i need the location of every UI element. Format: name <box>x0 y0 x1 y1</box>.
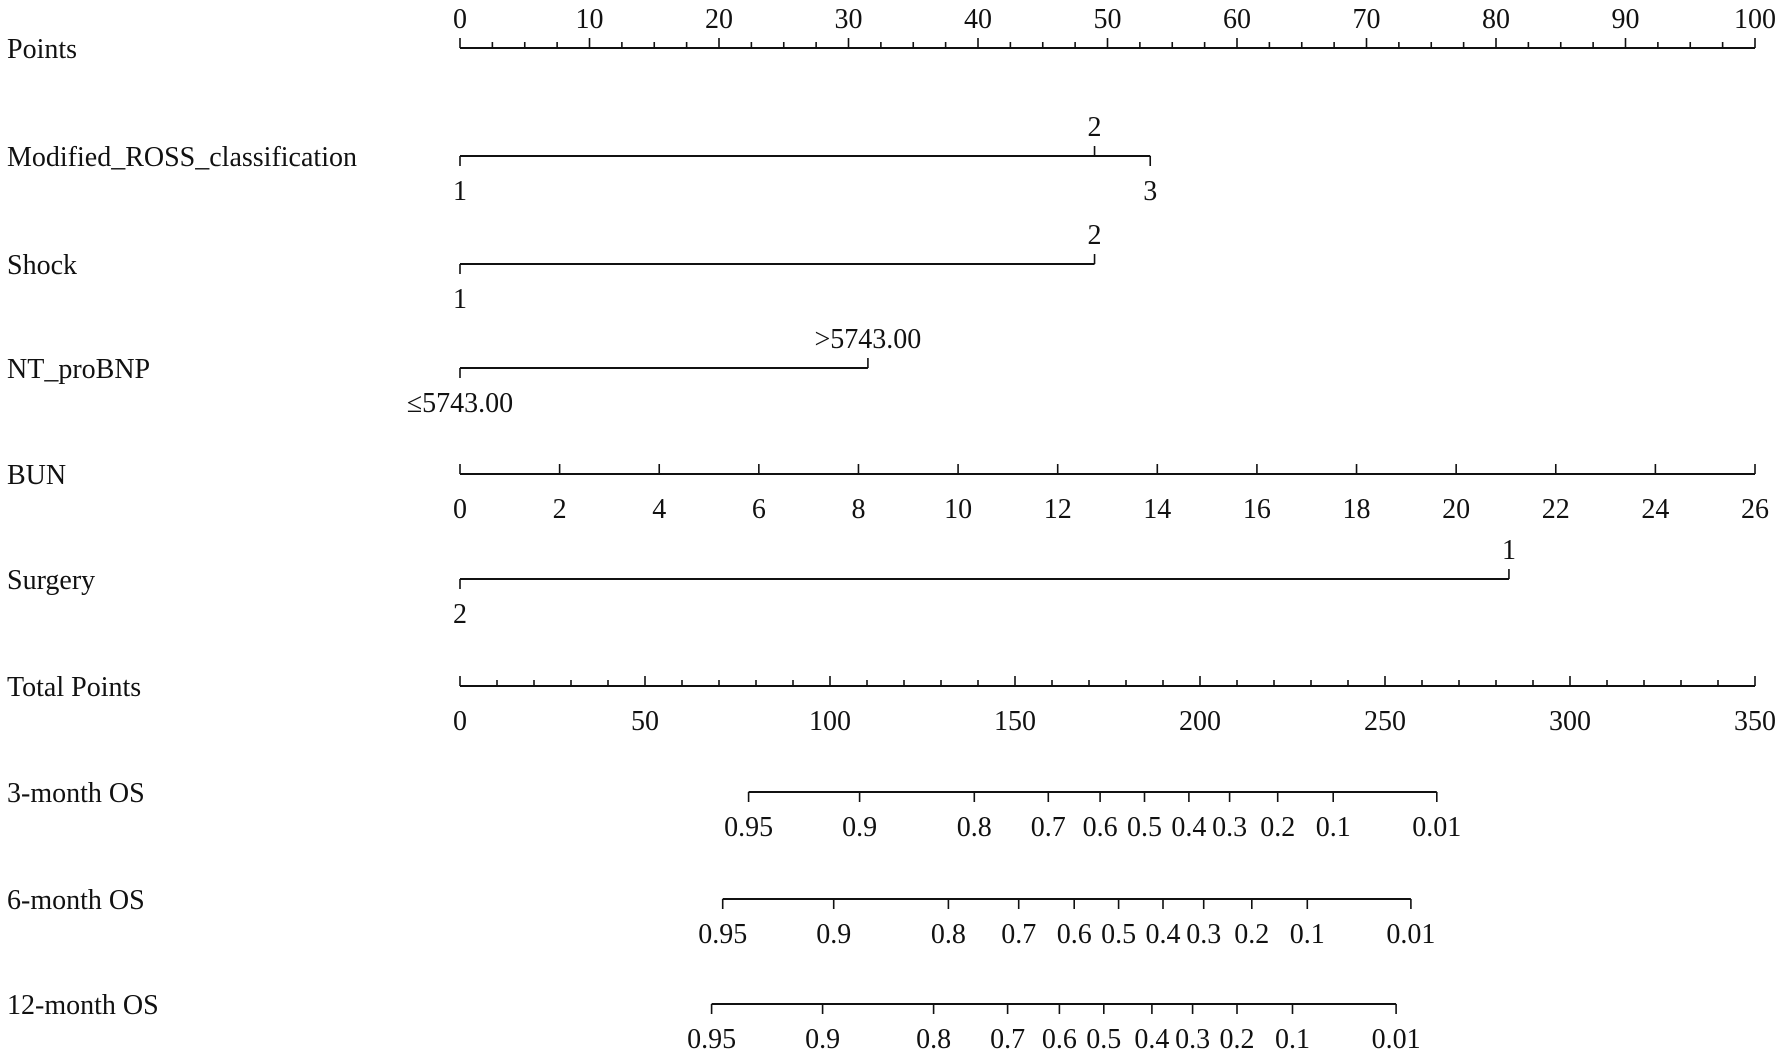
row-3-month-os <box>7 778 1461 843</box>
tick-label: 200 <box>1179 706 1221 737</box>
probability-label: 0.2 <box>1219 1024 1255 1053</box>
row-label: Points <box>7 34 78 65</box>
tick-label: 50 <box>631 706 659 737</box>
tick-label: 20 <box>705 4 733 35</box>
probability-label: 0.5 <box>1086 1024 1122 1053</box>
probability-label: 0.8 <box>956 812 992 843</box>
tick-label: 100 <box>1734 4 1776 35</box>
level-label: 2 <box>1087 220 1102 251</box>
level-label: 3 <box>1143 176 1158 207</box>
probability-label: 0.7 <box>990 1024 1026 1053</box>
tick-label: 60 <box>1223 4 1251 35</box>
tick-label: 150 <box>994 706 1036 737</box>
tick-label: 8 <box>851 494 866 525</box>
row-label: 12-month OS <box>7 990 159 1021</box>
row-label: 6-month OS <box>7 885 145 916</box>
row-label: BUN <box>7 460 67 491</box>
level-label: ≤5743.00 <box>406 388 514 419</box>
chart-root <box>7 4 1776 1053</box>
level-label: 1 <box>453 176 467 207</box>
probability-label: 0.01 <box>1386 919 1436 950</box>
probability-label: 0.1 <box>1289 919 1325 950</box>
tick-label: 0 <box>453 706 467 737</box>
tick-label: 250 <box>1364 706 1406 737</box>
row-label: Shock <box>7 250 77 281</box>
tick-label: 80 <box>1482 4 1510 35</box>
tick-label: 350 <box>1734 706 1776 737</box>
row-label: Surgery <box>7 565 96 596</box>
probability-label: 0.1 <box>1275 1024 1310 1053</box>
tick-label: 100 <box>809 706 851 737</box>
probability-label: 0.4 <box>1171 812 1207 843</box>
probability-label: 0.3 <box>1175 1024 1211 1053</box>
probability-label: 0.95 <box>698 919 748 950</box>
probability-label: 0.01 <box>1412 812 1462 843</box>
row-surgery <box>7 535 1516 630</box>
row-modified-ross-classification <box>7 112 1157 207</box>
probability-label: 0.3 <box>1186 919 1222 950</box>
tick-label: 24 <box>1641 494 1670 525</box>
tick-label: 40 <box>964 4 992 35</box>
probability-label: 0.6 <box>1041 1024 1077 1053</box>
tick-label: 50 <box>1093 4 1122 35</box>
tick-label: 0 <box>453 494 467 525</box>
tick-label: 6 <box>751 494 766 525</box>
probability-label: 0.8 <box>916 1024 952 1053</box>
tick-label: 12 <box>1043 494 1072 525</box>
row-6-month-os <box>7 885 1435 950</box>
tick-label: 18 <box>1342 494 1371 525</box>
probability-label: 0.7 <box>1001 919 1037 950</box>
row-points <box>7 4 1776 65</box>
probability-label: 0.9 <box>816 919 852 950</box>
row-shock <box>7 220 1102 315</box>
probability-label: 0.9 <box>842 812 878 843</box>
probability-label: 0.4 <box>1145 919 1181 950</box>
probability-label: 0.95 <box>724 812 774 843</box>
probability-label: 0.3 <box>1212 812 1248 843</box>
row-label: Modified_ROSS_classification <box>7 142 357 173</box>
probability-label: 0.5 <box>1101 919 1137 950</box>
tick-label: 70 <box>1352 4 1381 35</box>
tick-label: 22 <box>1541 494 1570 525</box>
level-label: 2 <box>1087 112 1102 143</box>
row-label: Total Points <box>7 672 142 703</box>
probability-label: 0.6 <box>1082 812 1118 843</box>
probability-label: 0.2 <box>1260 812 1296 843</box>
tick-label: 10 <box>944 494 973 525</box>
probability-label: 0.8 <box>930 919 966 950</box>
level-label: 1 <box>453 284 467 315</box>
probability-label: 0.5 <box>1127 812 1162 843</box>
row-label: 3-month OS <box>7 778 145 809</box>
probability-label: 0.7 <box>1030 812 1066 843</box>
row-bun <box>7 460 1769 525</box>
probability-label: 0.95 <box>687 1024 737 1053</box>
level-label: >5743.00 <box>814 324 922 355</box>
level-label: 1 <box>1501 535 1516 566</box>
row-12-month-os <box>7 990 1421 1053</box>
row-total-points <box>7 672 1776 737</box>
probability-label: 0.6 <box>1056 919 1092 950</box>
tick-label: 14 <box>1143 494 1172 525</box>
tick-label: 300 <box>1549 706 1591 737</box>
row-nt-probnp <box>7 324 921 419</box>
tick-label: 30 <box>834 4 863 35</box>
tick-label: 16 <box>1242 494 1271 525</box>
probability-label: 0.01 <box>1371 1024 1421 1053</box>
probability-label: 0.9 <box>805 1024 841 1053</box>
tick-label: 10 <box>575 4 604 35</box>
probability-label: 0.1 <box>1315 812 1351 843</box>
tick-label: 90 <box>1611 4 1640 35</box>
probability-label: 0.4 <box>1134 1024 1170 1053</box>
level-label: 2 <box>453 599 467 630</box>
tick-label: 0 <box>453 4 467 35</box>
tick-label: 26 <box>1741 494 1769 525</box>
tick-label: 2 <box>552 494 567 525</box>
tick-label: 4 <box>652 494 667 525</box>
probability-label: 0.2 <box>1234 919 1270 950</box>
tick-label: 20 <box>1442 494 1471 525</box>
row-label: NT_proBNP <box>7 354 151 385</box>
